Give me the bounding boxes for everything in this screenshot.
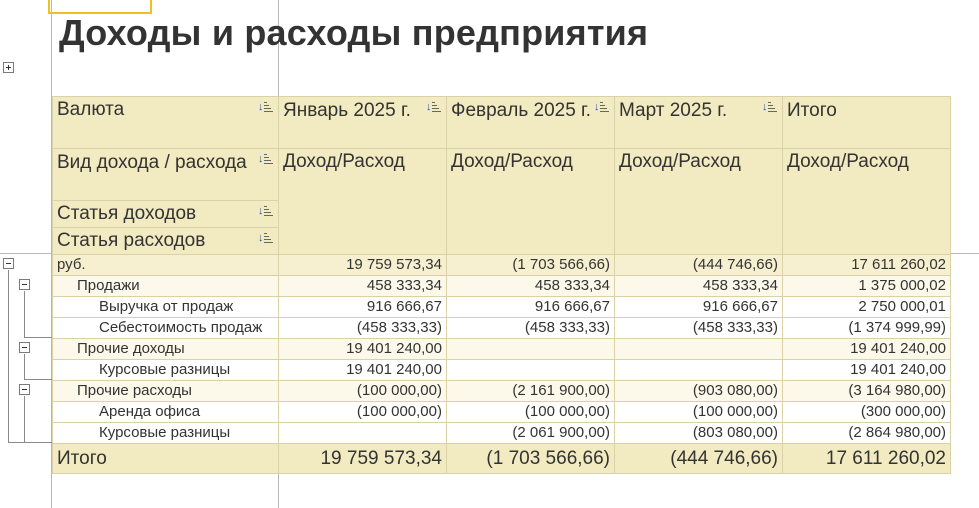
tree-connector bbox=[24, 354, 25, 379]
sort-ascending-icon[interactable]: ↓ bbox=[258, 232, 274, 246]
cell-value: (444 746,66) bbox=[615, 255, 783, 276]
cell-value: (100 000,00) bbox=[279, 381, 447, 402]
cell-value: (300 000,00) bbox=[783, 402, 951, 423]
cell-value: (100 000,00) bbox=[279, 402, 447, 423]
table-row[interactable] bbox=[53, 318, 951, 339]
header-label-period: Январь 2025 г. bbox=[283, 100, 411, 121]
row-label: Курсовые разницы bbox=[53, 423, 279, 444]
row-label: Прочие расходы bbox=[53, 381, 279, 402]
header-label-period: Март 2025 г. bbox=[619, 100, 728, 121]
sort-ascending-icon[interactable]: ↓ bbox=[258, 153, 274, 167]
cell-value bbox=[615, 360, 783, 381]
sort-ascending-icon[interactable]: ↓ bbox=[594, 101, 610, 115]
cell-value: 916 666,67 bbox=[615, 297, 783, 318]
table-row[interactable] bbox=[53, 402, 951, 423]
total-value: 19 759 573,34 bbox=[279, 444, 447, 474]
tree-connector bbox=[24, 337, 52, 338]
cell-value: (2 061 900,00) bbox=[447, 423, 615, 444]
minus-box-icon[interactable] bbox=[19, 384, 30, 395]
row-label: Себестоимость продаж bbox=[53, 318, 279, 339]
tree-connector bbox=[8, 270, 9, 442]
row-label: Продажи bbox=[53, 276, 279, 297]
header-label-measure: Доход/Расход bbox=[283, 151, 405, 172]
table-row[interactable] bbox=[53, 423, 951, 444]
cell-value: (458 333,33) bbox=[615, 318, 783, 339]
header-label-income-item: Статья доходов bbox=[57, 203, 197, 224]
header-label-type: Вид дохода / расхода bbox=[57, 152, 247, 173]
minus-box-icon[interactable] bbox=[19, 342, 30, 353]
cell-value: 916 666,67 bbox=[447, 297, 615, 318]
header-row-currency bbox=[53, 97, 951, 149]
header-label-expense-item: Статья расходов bbox=[57, 230, 206, 251]
row-label: Прочие доходы bbox=[53, 339, 279, 360]
header-label-period: Февраль 2025 г. bbox=[451, 100, 591, 121]
tree-connector bbox=[24, 442, 52, 443]
cell-value: 19 401 240,00 bbox=[783, 360, 951, 381]
row-label: Курсовые разницы bbox=[53, 360, 279, 381]
cell-value: (2 161 900,00) bbox=[447, 381, 615, 402]
cell-value: (100 000,00) bbox=[447, 402, 615, 423]
cell-value: 19 759 573,34 bbox=[279, 255, 447, 276]
header-label-total: Итого bbox=[787, 100, 837, 121]
header-cell-total[interactable] bbox=[783, 97, 951, 149]
header-cell-expense-item[interactable] bbox=[53, 228, 279, 255]
minus-box-icon[interactable] bbox=[19, 279, 30, 290]
cell-value: (458 333,33) bbox=[279, 318, 447, 339]
row-label: руб. bbox=[53, 255, 279, 276]
cell-value: 17 611 260,02 bbox=[783, 255, 951, 276]
total-value: (444 746,66) bbox=[615, 444, 783, 474]
cell-value bbox=[447, 360, 615, 381]
sort-ascending-icon[interactable]: ↓ bbox=[426, 101, 442, 115]
header-label-measure: Доход/Расход bbox=[619, 151, 741, 172]
sort-ascending-icon[interactable]: ↓ bbox=[762, 101, 778, 115]
table-row[interactable] bbox=[53, 381, 951, 402]
cell-value bbox=[447, 339, 615, 360]
total-row[interactable] bbox=[53, 444, 951, 474]
tree-connector bbox=[24, 291, 25, 337]
cell-value: (903 080,00) bbox=[615, 381, 783, 402]
cell-value: 19 401 240,00 bbox=[279, 339, 447, 360]
cell-value: 2 750 000,01 bbox=[783, 297, 951, 318]
total-value: 17 611 260,02 bbox=[783, 444, 951, 474]
table-row[interactable] bbox=[53, 276, 951, 297]
cell-value: 458 333,34 bbox=[615, 276, 783, 297]
header-label-measure: Доход/Расход bbox=[451, 151, 573, 172]
cell-value: (2 864 980,00) bbox=[783, 423, 951, 444]
tree-connector bbox=[24, 379, 52, 380]
header-cell-period[interactable] bbox=[279, 97, 447, 149]
cell-value: (1 374 999,99) bbox=[783, 318, 951, 339]
cell-value bbox=[279, 423, 447, 444]
sort-ascending-icon[interactable]: ↓ bbox=[258, 205, 274, 219]
row-label: Выручка от продаж bbox=[53, 297, 279, 318]
table-row[interactable] bbox=[53, 297, 951, 318]
tree-connector bbox=[24, 396, 25, 442]
plus-box-icon[interactable] bbox=[3, 62, 14, 73]
row-label: Аренда офиса bbox=[53, 402, 279, 423]
cell-value: 19 401 240,00 bbox=[783, 339, 951, 360]
cell-value: 916 666,67 bbox=[279, 297, 447, 318]
cell-value bbox=[615, 339, 783, 360]
cell-value: (3 164 980,00) bbox=[783, 381, 951, 402]
header-cell-measure bbox=[783, 149, 951, 255]
header-cell-measure bbox=[615, 149, 783, 255]
cell-value: 458 333,34 bbox=[447, 276, 615, 297]
header-cell-period[interactable] bbox=[615, 97, 783, 149]
cell-value: 458 333,34 bbox=[279, 276, 447, 297]
cell-value: (1 703 566,66) bbox=[447, 255, 615, 276]
sort-ascending-icon[interactable]: ↓ bbox=[258, 101, 274, 115]
cell-value: (100 000,00) bbox=[615, 402, 783, 423]
header-cell-measure bbox=[447, 149, 615, 255]
header-row-type bbox=[53, 149, 951, 201]
header-cell-measure bbox=[279, 149, 447, 255]
report-table bbox=[52, 96, 951, 474]
table-row[interactable] bbox=[53, 255, 951, 276]
cell-value: (803 080,00) bbox=[615, 423, 783, 444]
header-cell-currency[interactable] bbox=[53, 97, 279, 149]
header-cell-period[interactable] bbox=[447, 97, 615, 149]
header-label-currency: Валюта bbox=[57, 99, 125, 120]
cell-value: 1 375 000,02 bbox=[783, 276, 951, 297]
minus-box-icon[interactable] bbox=[3, 258, 14, 269]
report-title: Доходы и расходы предприятия bbox=[59, 12, 649, 53]
header-cell-income-item[interactable] bbox=[53, 201, 279, 228]
total-label: Итого bbox=[53, 444, 279, 474]
total-value: (1 703 566,66) bbox=[447, 444, 615, 474]
header-cell-type[interactable] bbox=[53, 149, 279, 201]
table-row[interactable] bbox=[53, 360, 951, 381]
header-label-measure: Доход/Расход bbox=[787, 151, 909, 172]
table-row[interactable] bbox=[53, 339, 951, 360]
cell-value: (458 333,33) bbox=[447, 318, 615, 339]
cell-value: 19 401 240,00 bbox=[279, 360, 447, 381]
